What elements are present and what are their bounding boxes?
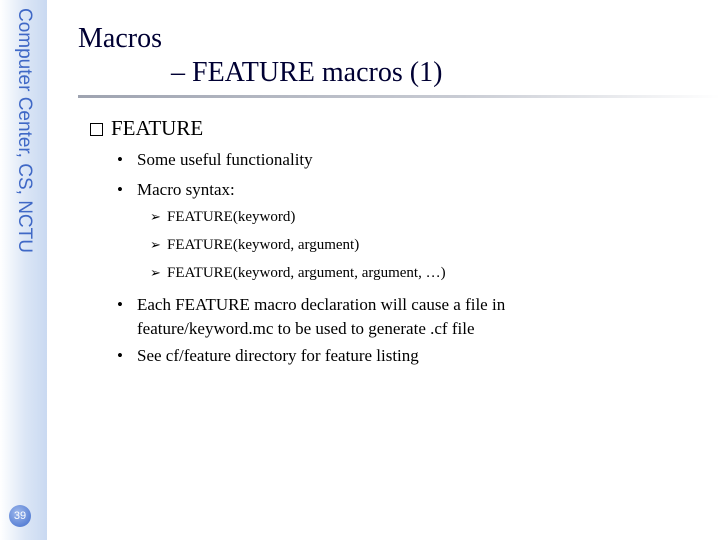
- heading-item: [90, 116, 203, 141]
- sidebar: [0, 0, 47, 540]
- slide-title: [78, 22, 698, 90]
- dot-bullet-icon: •: [117, 346, 123, 365]
- bullet-item: [117, 180, 235, 200]
- hollow-square-icon: [90, 123, 103, 136]
- arrow-bullet-icon: ➢: [150, 237, 161, 252]
- syntax-item: [150, 209, 295, 226]
- bullet-item: [117, 293, 505, 341]
- title-divider: [78, 95, 720, 98]
- syntax-text: FEATURE(keyword): [167, 209, 296, 225]
- bullet-text-line-2: feature/keyword.mc to be used to generate .cf file: [137, 319, 475, 338]
- bullet-text: Some useful functionality: [137, 150, 313, 169]
- title-line-2: – FEATURE macros (1): [171, 57, 443, 88]
- sidebar-vertical-title: Computer Center, CS, NCTU: [14, 8, 35, 253]
- page-number-badge: 39: [9, 505, 31, 527]
- bullet-item: [117, 150, 313, 170]
- arrow-bullet-icon: ➢: [150, 265, 161, 280]
- bullet-text: Macro syntax:: [137, 180, 235, 199]
- syntax-text: FEATURE(keyword, argument): [167, 237, 360, 253]
- syntax-text: FEATURE(keyword, argument, argument, …): [167, 265, 446, 281]
- bullet-item: [117, 346, 419, 366]
- bullet-text-line-1: Each FEATURE macro declaration will cause a file in: [137, 295, 506, 314]
- syntax-item: [150, 237, 359, 254]
- bullet-text: See cf/feature directory for feature listing: [137, 346, 419, 365]
- dot-bullet-icon: •: [117, 180, 123, 199]
- dot-bullet-icon: •: [117, 295, 123, 314]
- heading-text: FEATURE: [111, 116, 204, 140]
- arrow-bullet-icon: ➢: [150, 209, 161, 224]
- dot-bullet-icon: •: [117, 150, 123, 169]
- syntax-item: [150, 265, 446, 282]
- title-line-1: Macros: [78, 23, 162, 54]
